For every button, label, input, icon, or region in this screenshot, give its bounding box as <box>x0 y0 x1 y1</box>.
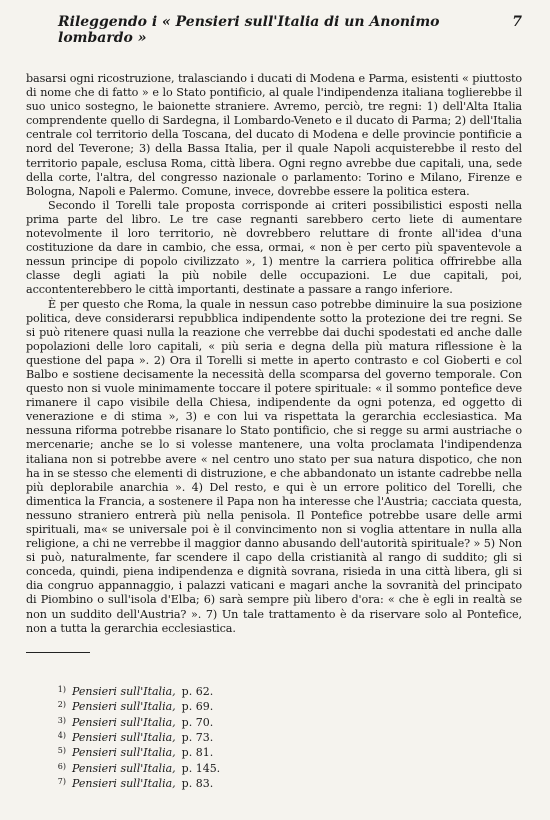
footnote <box>56 684 522 699</box>
footnote-page: p. 69. <box>181 700 214 714</box>
footnote-number: 2) <box>57 700 66 710</box>
running-title: Rileggendo i « Pensieri sull'Italia di un Anonimo lombardo » <box>58 14 440 46</box>
footnote-number: 5) <box>57 746 66 756</box>
footnote-page: p. 81. <box>181 746 214 760</box>
footnote <box>56 730 522 745</box>
footnote <box>56 745 522 760</box>
running-head <box>26 14 522 46</box>
footnote <box>56 699 522 714</box>
page-number: 7 <box>512 14 522 30</box>
footnote-page: p. 145. <box>181 761 221 775</box>
paragraph: È per questo che Roma, la quale in nessun caso potrebbe diminuire la sua posizione politica, deve considerarsi repubblica indipendente sotto la protezione dei tre regni. Se si può ritenere quasi nulla la reazione che verrebbe dai duchi spodestati ed anche dalle popolazioni delle loro capitali, « più seria e degna della più matura riflessione è la questione del papa ». 2) Ora il Torelli si mette in aperto contrasto e col Gioberti e col Balbo e sostiene decisamente la necessità della scomparsa del governo temporale. Con questo non si vuole minimamente toccare il potere spirituale: « il sommo pontefice deve rimanere il capo visibile della Chiesa, indipendente da ogni potenza, ed oggetto di venerazione e di stima », 3) e con lui va rispettata la gerarchia ecclesiastica. Ma nessuna riforma potrebbe risanare lo Stato pontificio, che si regge su armi austriache o mercenarie; anche se lo si volesse mantenere, una volta proclamata l'indipendenza italiana non si potrebbe avere « nel centro uno stato per sua natura dispotico, che non ha in se stesso che elementi di distruzione, e che abbandonato un istante cadrebbe nella più deplorabile anarchia ». 4) Del resto, e qui è un errore politico del Torelli, che dimentica la Francia, a sostenere il Papa non ha interesse che l'Austria; cacciata questa, nessuno straniero entrerà più nella penisola. Il Pontefice potrebbe usare delle armi spirituali, ma« se universale poi è il convincimento non si voglia attentare in nulla alla religione, a chi ne verrebbe il maggior danno abusando dell'autorità spirituale? » 5) Non si può, naturalmente, far scendere il capo della cristianità al rango di suddito; gli si conceda, quindi, piena indipendenza e dignità sovrana, risieda in una città libera, gli si dia congruo appannaggio, i palazzi vaticani e magari anche la sovranità del principato di Piombino o sull'isola d'Elba; 6) sarà sempre più libero d'ora: « che è egli in realtà se non un suddito dell'Austria? ». 7) Un tale trattamento è da riservare solo al Pontefice, non a tutta la gerarchia ecclesiastica. <box>26 297 522 635</box>
footnote-number: 6) <box>57 761 66 771</box>
footnote-work: Pensieri sull'Italia, <box>72 746 176 760</box>
footnote <box>56 715 522 730</box>
footnote-number: 3) <box>57 715 66 725</box>
footnotes <box>26 684 522 792</box>
footnote <box>56 776 522 791</box>
footnote-work: Pensieri sull'Italia, <box>72 715 176 729</box>
footnote-number: 1) <box>57 684 66 694</box>
footnote-page: p. 70. <box>181 715 214 729</box>
body-text <box>26 72 522 636</box>
footnote-number: 7) <box>57 777 66 787</box>
footnote-work: Pensieri sull'Italia, <box>72 777 176 791</box>
footnote-page: p. 73. <box>181 730 214 744</box>
footnote-rule <box>26 652 90 653</box>
footnote-number: 4) <box>57 730 66 740</box>
footnote-page: p. 62. <box>181 684 214 698</box>
footnote <box>56 761 522 776</box>
footnote-page: p. 83. <box>181 777 214 791</box>
footnote-work: Pensieri sull'Italia, <box>72 700 176 714</box>
paragraph: Secondo il Torelli tale proposta corrisponde ai criteri possibilistici esposti nella prima parte del libro. Le tre case regnanti sarebbero certo liete di aumentare notevolmente il loro territorio, nè dovrebbero reluttare di fronte all'idea d'una costituzione da dare in cambio, che essa, ormai, « non è per certo più spaventevole a nessun principe di popolo civilizzato », 1) mentre la carriera politica offrirebbe alla classe degli agiati la più nobile delle occupazioni. Le due capitali, poi, accontenterebbero le città importanti, destinate a passare a rango inferiore. <box>26 198 522 297</box>
footnote-work: Pensieri sull'Italia, <box>72 684 176 698</box>
paragraph: basarsi ogni ricostruzione, tralasciando i ducati di Modena e Parma, esistenti « piuttosto di nome che di fatto » e lo Stato pontificio, al quale l'indipendenza italiana toglierebbe il suo unico sostegno, le baionette straniere. Avremo, perciò, tre regni: 1) dell'Alta Italia comprendente quello di Sardegna, il Lombardo-Veneto e il ducato di Parma; 2) dell'Italia centrale col territorio della Toscana, del ducato di Modena e delle provincie pontificie a nord del Teverone; 3) della Bassa Italia, per il quale Napoli acquisterebbe il resto del territorio papale, esclusa Roma, città libera. Ogni regno avrebbe due capitali, una, sede della corte, l'altra, del congresso nazionale o parlamento: Torino e Milano, Firenze e Bologna, Napoli e Palermo. Comune, invece, dovrebbe essere la politica estera. <box>26 72 522 198</box>
footnote-work: Pensieri sull'Italia, <box>72 761 176 775</box>
footnote-work: Pensieri sull'Italia, <box>72 730 176 744</box>
